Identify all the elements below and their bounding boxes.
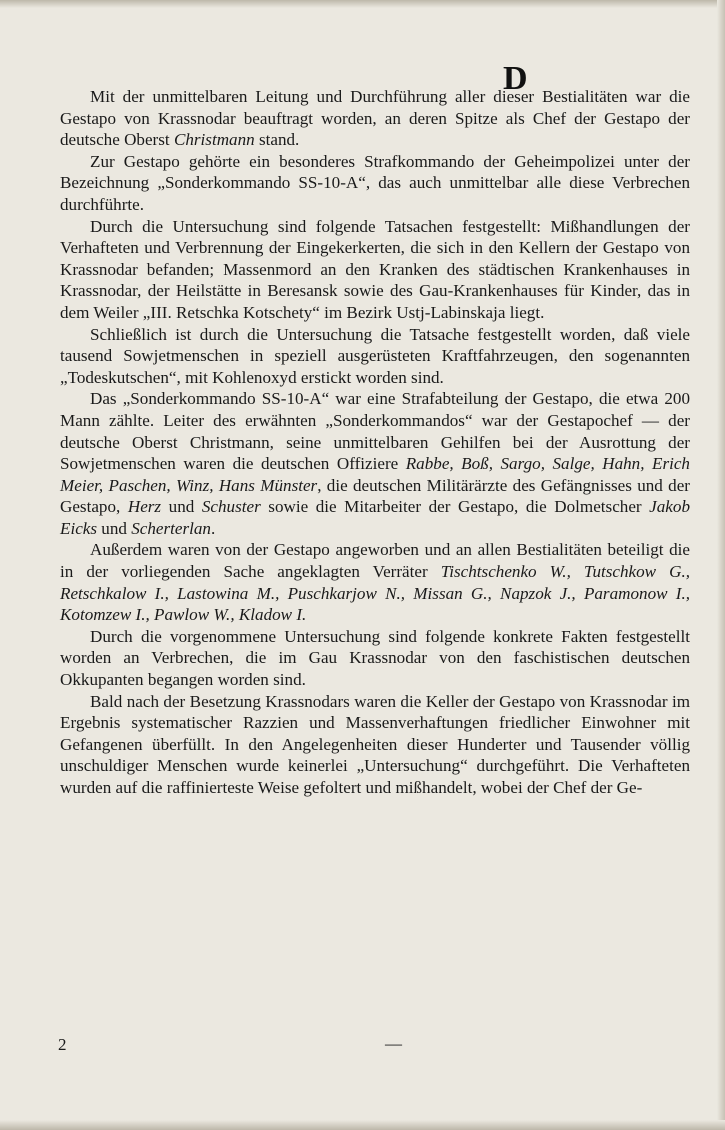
text-run: Schließlich ist durch die Untersuchung die Tatsache festgestellt worden, daß viele tausend Sowjetmenschen in speziell ausgerüsteten Kraftfahrzeugen, den sogenannten „Todeskutschen“, mit Kohlenoxyd erstickt worden sind. bbox=[60, 324, 690, 387]
text-run: Mit der unmittelbaren Leitung und Durchführung aller dieser Bestialitäten war die Gestapo von Krassnodar beauftragt worden, an deren Spitze als Chef der Gestapo der deutsche Oberst bbox=[60, 87, 690, 150]
text-run: sowie die Mitarbeiter der Gestapo, die Dolmetscher bbox=[260, 497, 650, 517]
text-run: und bbox=[161, 497, 202, 517]
paragraph bbox=[60, 324, 690, 389]
paragraph bbox=[60, 86, 690, 151]
paragraph bbox=[60, 626, 690, 691]
paragraph bbox=[60, 151, 690, 216]
italic-name-run: Herz bbox=[127, 497, 162, 517]
footer-mark: — bbox=[385, 1034, 402, 1053]
italic-name-run: Christmann bbox=[173, 130, 255, 150]
text-run: Zur Gestapo gehörte ein besonderes Strafkommando der Geheimpolizei unter der Bezeichnung „Sonderkommando SS-10-A“, das auch unmittelbar alle diese Verbrechen durchführte. bbox=[60, 151, 690, 214]
text-run: Bald nach der Besetzung Krassnodars waren die Keller der Gestapo von Krassnodar im Ergebnis systematischer Razzien und Massenverhaftungen friedlicher Einwohner mit Gefangenen überfüllt. In den Angelegenheiten dieser Hunderter und Tausender völlig unschuldiger Menschen wurde keinerlei „Untersuchung“ durchgeführt. Die Verhafteten wurden auf die raffinierteste Weise gefoltert und mißhandelt, wobei der Chef der Ge- bbox=[60, 691, 690, 797]
page-edge-right bbox=[717, 0, 725, 1130]
page-edge-top bbox=[0, 0, 725, 8]
text-run: , die deutschen Militärärzte des Gefängnisses und der Gestapo, bbox=[60, 475, 690, 517]
text-run: und bbox=[97, 518, 132, 538]
paragraph bbox=[60, 691, 690, 799]
italic-name-run: Tischtschenko W., Tutschkow G., Retschkalow I., Lastowina M., Puschkarjow N., Missan G., Napzok J., Paramonow I., Kotomzew I., Pawlow W., Kladow I. bbox=[60, 562, 691, 625]
text-run: stand. bbox=[254, 130, 300, 150]
paragraph bbox=[60, 388, 690, 539]
page-number: 2 bbox=[58, 1035, 67, 1054]
text-run: . bbox=[210, 518, 216, 538]
text-run: Durch die vorgenommene Untersuchung sind folgende konkrete Fakten festgestellt worden an Verbrechen, die im Gau Krassnodar von den faschistischen deutschen Okkupanten begangen worden sind. bbox=[60, 626, 690, 690]
page-edge-bottom bbox=[0, 1120, 725, 1130]
italic-name-run: Rabbe, Boß, Sargo, Salge, Hahn, Erich Meier, Paschen, Winz, Hans Münster bbox=[60, 454, 690, 495]
text-run: Außerdem waren von der Gestapo angeworben und an allen Bestialitäten beteiligt die in der vorliegenden Sache angeklagten Verräter bbox=[60, 540, 690, 582]
paragraph bbox=[60, 539, 690, 625]
paragraph bbox=[60, 216, 690, 324]
italic-name-run: Schuster bbox=[201, 497, 261, 517]
italic-name-run: Jakob Eicks bbox=[60, 497, 690, 538]
body-text bbox=[60, 86, 690, 799]
italic-name-run: Scherterlan bbox=[131, 518, 211, 538]
text-run: Durch die Untersuchung sind folgende Tatsachen festgestellt: Mißhandlungen der Verhafteten und Verbrennung der Eingekerkerten, die sich in den Kellern der Gestapo von Krassnodar befanden; Massenmord an den Kranken des städtischen Krankenhauses in Krassnodar, der Heilstätte in Beresansk sowie des Gau-Krankenhauses für Kinder, das in dem Weiler „III. Retschka Kotschety“ im Bezirk Ustj-Labinskaja liegt. bbox=[60, 216, 690, 322]
text-run: Das „Sonderkommando SS-10-A“ war eine Strafabteilung der Gestapo, die etwa 200 Mann zählte. Leiter des erwähnten „Sonderkommandos“ war der Gestapochef — der deutsche Oberst Christmann, seine unmittelbaren Gehilfen bei der Ausrottung der Sowjetmenschen waren die deutschen Offiziere bbox=[60, 389, 690, 474]
handwritten-mark: D bbox=[503, 60, 528, 97]
